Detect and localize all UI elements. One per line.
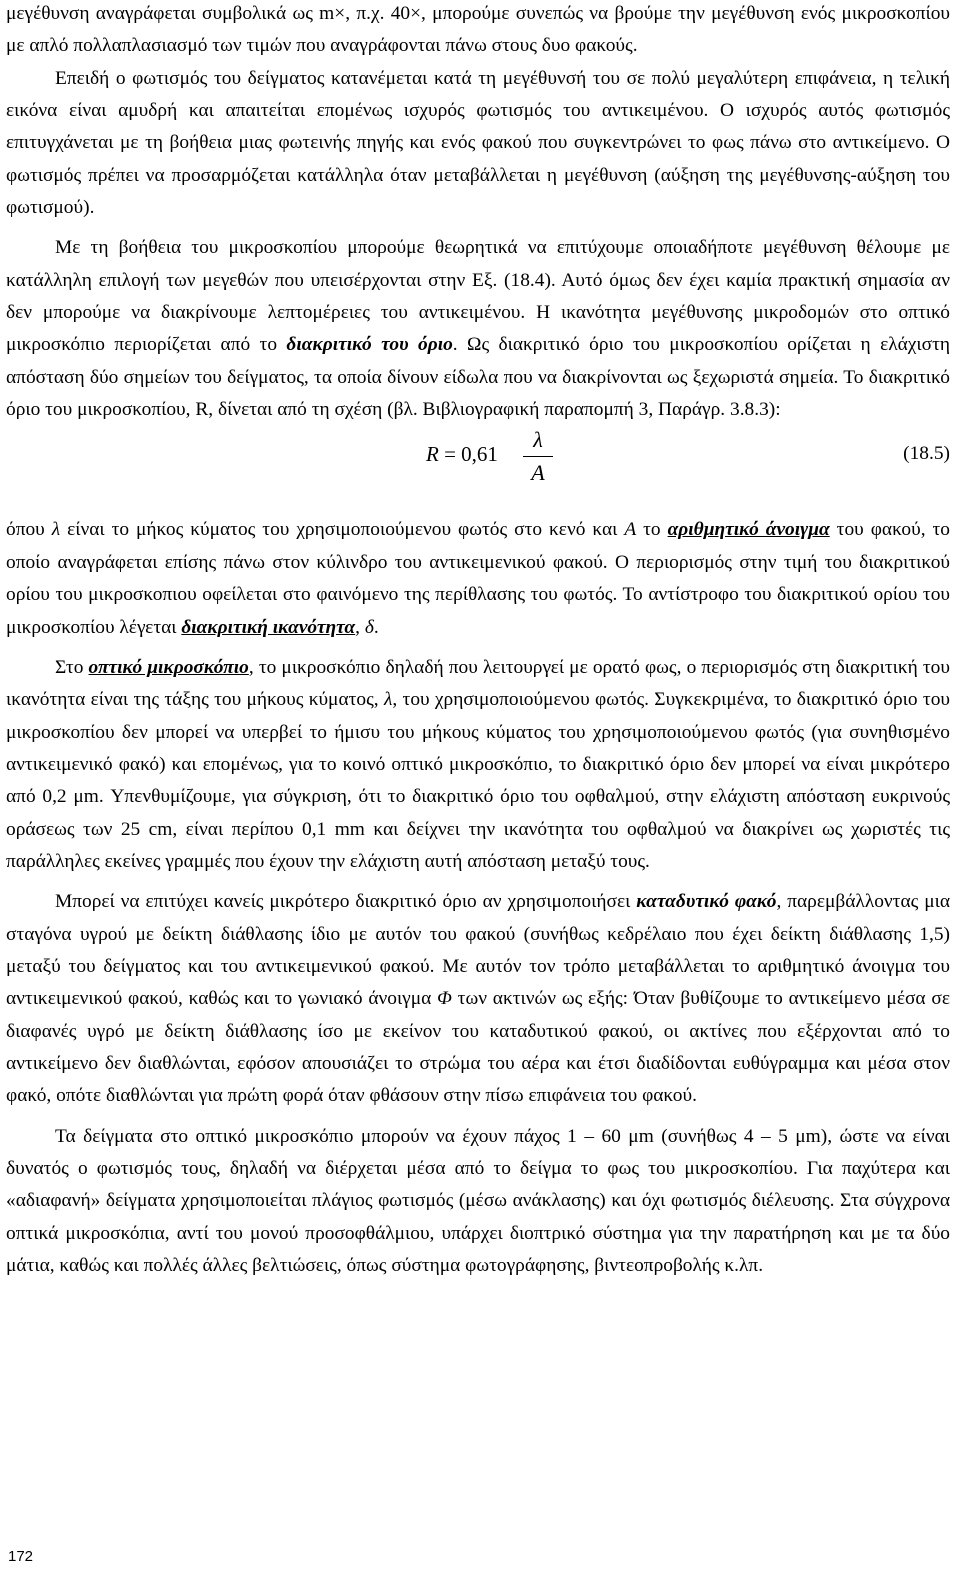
symbol-a: A (624, 519, 637, 541)
equation-fraction (523, 426, 553, 487)
paragraph-6-text-a: Μπορεί να επιτύχει κανείς μικρότερο διακριτικό όριο αν χρησιμοποιήσει (55, 891, 637, 913)
equation-lhs (426, 440, 498, 468)
term-optical-microscope: οπτικό μικροσκόπιο (88, 656, 249, 678)
symbol-lambda: λ (51, 519, 61, 541)
body-text (6, 0, 950, 1282)
paragraph-1 (6, 0, 950, 63)
equation-number: (18.5) (903, 443, 950, 465)
symbol-lambda-2: λ (383, 689, 393, 711)
paragraph-3 (6, 232, 950, 426)
paragraph-4 (6, 514, 950, 643)
term-immersion-lens: καταδυτικό φακό (636, 891, 777, 913)
paragraph-7 (6, 1121, 950, 1283)
symbol-delta: δ (364, 616, 374, 638)
paragraph-2-text: Επειδή ο φωτισμός του δείγματος κατανέμεται κατά τη μεγέθυνσή του σε πολύ μεγαλύτερη επιφάνεια, η τελική εικόνα είναι αμυδρή και απαιτείται επομένως ισχυρός φωτισμός του αντικειμένου. Ο ισχυρός αυτός φωτισμός επιτυγχάνεται με τη βοήθεια μιας φωτεινής πηγής και ενός φακού που συγκεντρώνει το φως πάνω στο αντικείμενο. Ο φωτισμός πρέπει να προσαρμόζεται κατάλληλα όταν μεταβάλλεται η μεγέθυνση (αύξηση της μεγέθυνσης-αύξηση του φωτισμού). (6, 67, 950, 219)
paragraph-4-text-d: του φακού, το οποίο αναγράφεται επίσης πάνω στον κύλινδρο του αντικειμενικού φακού. Ο περιορισμός στην τιμή του διακριτικού ορίου του μικροσκοπιου οφείλεται στο φαινόμενο της περίθλασης του φωτός. Το αντίστροφο του διακριτικού ορίου του μικροσκοπίου λέγεται (6, 519, 951, 638)
equation-symbol-r: R (426, 442, 439, 467)
paragraph-5 (6, 652, 950, 878)
paragraph-4-text-b: είναι το μήκος κύματος του χρησιμοποιούμενου φωτός στο κενό και (60, 519, 625, 541)
paragraph-6 (6, 886, 950, 1112)
paragraph-4-text-f: . (373, 616, 379, 638)
paragraph-6-text-b: , παρεμβάλλοντας μια σταγόνα υγρού με δείκτη διάθλασης ίδιο με αυτόν του φακού (συνήθως κεδρέλαιο που έχει δείκτη διάθλασης 1,5) μεταξύ του δείγματος και του αντικειμενικού φακού. Με αυτόν τον τρόπο μεταβάλλεται το αριθμητικό άνοιγμα του αντικειμενικού φακού, καθώς και το γωνιακό άνοιγμα (6, 891, 950, 1010)
paragraph-4-text-a: όπου (6, 519, 52, 541)
equation-18-5 (6, 426, 950, 514)
equation-equals: = (438, 442, 462, 467)
term-numerical-aperture: αριθμητικό άνοιγμα (667, 519, 830, 541)
paragraph-4-text-e: , (355, 616, 365, 638)
paragraph-2 (6, 63, 950, 225)
paragraph-6-text-c: των ακτινών ως εξής: Όταν βυθίζουμε το αντικείμενο μέσα σε διαφανές υγρό με δείκτη διάθλασης ίσο με εκείνον του καταδυτικού φακού, οι ακτίνες που εξέρχονται από το αντικείμενο δεν διαθλώνται, εφόσον απουσιάζει το στρώμα του αέρα και έτσι διαδίδονται ευθύγραμμα και μέσα στον φακό, οπότε διαθλώνται για πρώτη φορά όταν φθάσουν στην πίσω επιφάνεια του φακού. (6, 988, 950, 1107)
paragraph-1-text: μεγέθυνση αναγράφεται συμβολικά ως m×, π.χ. 40×, μπορούμε συνεπώς να βρούμε την μεγέθυνση ενός μικροσκοπίου με απλό πολλαπλασιασμό των τιμών που αναγράφονται πάνω στους δυο φακούς. (6, 3, 950, 57)
paragraph-4-text-c: το (636, 519, 668, 541)
term-resolving-power: διακριτική ικανότητα (181, 616, 356, 638)
term-resolution-limit: διακριτικό του όριο (286, 334, 453, 356)
paragraph-5-text-a: Στο (55, 656, 89, 678)
symbol-phi: Φ (437, 988, 452, 1010)
paragraph-3-text-a: Με τη βοήθεια του μικροσκοπίου μπορούμε θεωρητικά να επιτύχουμε οποιαδήποτε μεγέθυνση θέλουμε με κατάλληλη επιλογή των μεγεθών που υπεισέρχονται στην Εξ. (18.4). Αυτό όμως δεν έχει καμία πρακτική σημασία αν δεν μπορούμε να διακρίνουμε λεπτομέρειες του αντικειμένου. Η ικανότητα μεγέθυνσης μικροδομών στο οπτικό μικροσκόπιο περιορίζεται από το (6, 237, 950, 356)
equation-denominator: A (531, 460, 545, 486)
page-number: 172 (8, 1548, 34, 1565)
fraction-bar (523, 456, 553, 457)
paragraph-5-text-c: , του χρησιμοποιούμενου φωτός. Συγκεκριμένα, το διακριτικό όριο του μικροσκοπίου δεν μπορεί να υπερβεί το ήμισυ του μήκους κύματος του χρησιμοποιούμενου φωτός (για συνηθισμένο αντικειμενικό φακό) και επομένως, για το κοινό οπτικό μικροσκόπιο, το διακριτικό όριο δεν μπορεί να είναι μικρότερο από 0,2 μm. Υπενθυμίζουμε, για σύγκριση, ότι το διακριτικό όριο του οφθαλμού, στην ελάχιστη απόσταση ευκρινούς οράσεως των 25 cm, είναι περίπου 0,1 mm και δείχνει την ικανότητα του οφθαλμού να διακρίνει ως χωριστές τις παράλληλες εκείνες γραμμές που έχουν την ελάχιστη αυτή απόσταση μεταξύ τους. (6, 689, 951, 872)
equation-numerator: λ (533, 427, 543, 453)
paragraph-5-text-b: , το μικροσκόπιο δηλαδή που λειτουργεί με ορατό φως, ο περιορισμός στη διακριτική του ικανότητα είναι της τάξης του μήκους κύματος, (6, 656, 950, 711)
equation-coefficient: 0,61 (461, 442, 498, 467)
paragraph-7-text: Τα δείγματα στο οπτικό μικροσκόπιο μπορούν να έχουν πάχος 1 – 60 μm (συνήθως 4 – 5 μm), ώστε να είναι δυνατός ο φωτισμός τους, δηλαδή να διέρχεται μέσα από το δείγμα το φως του μικροσκοπίου. Για παχύτερα και «αδιαφανή» δείγματα χρησιμοποιείται πλάγιος φωτισμός (μέσω ανάκλασης) και όχι φωτισμός διέλευσης. Στα σύγχρονα οπτικά μικροσκόπια, αντί του μονού προσοφθάλμιου, υπάρχει διοπτρικό σύστημα για την παρατήρηση και με τα δύο μάτια, καθώς και πολλές άλλες βελτιώσεις, όπως σύστημα φωτογράφησης, βιντεοπροβολής κ.λπ. (6, 1125, 950, 1277)
paragraph-3-text-b: . Ως διακριτικό όριο του μικροσκοπίου ορίζεται η ελάχιστη απόσταση δύο σημείων του δείγματος, τα οποία δίνουν είδωλα που να διακρίνονται ως ξεχωριστά σημεία. Το διακριτικό όριο του μικροσκοπίου, R, δίνεται από τη σχέση (βλ. Βιβλιογραφική παραπομπή 3, Παράγρ. 3.8.3): (6, 334, 951, 421)
